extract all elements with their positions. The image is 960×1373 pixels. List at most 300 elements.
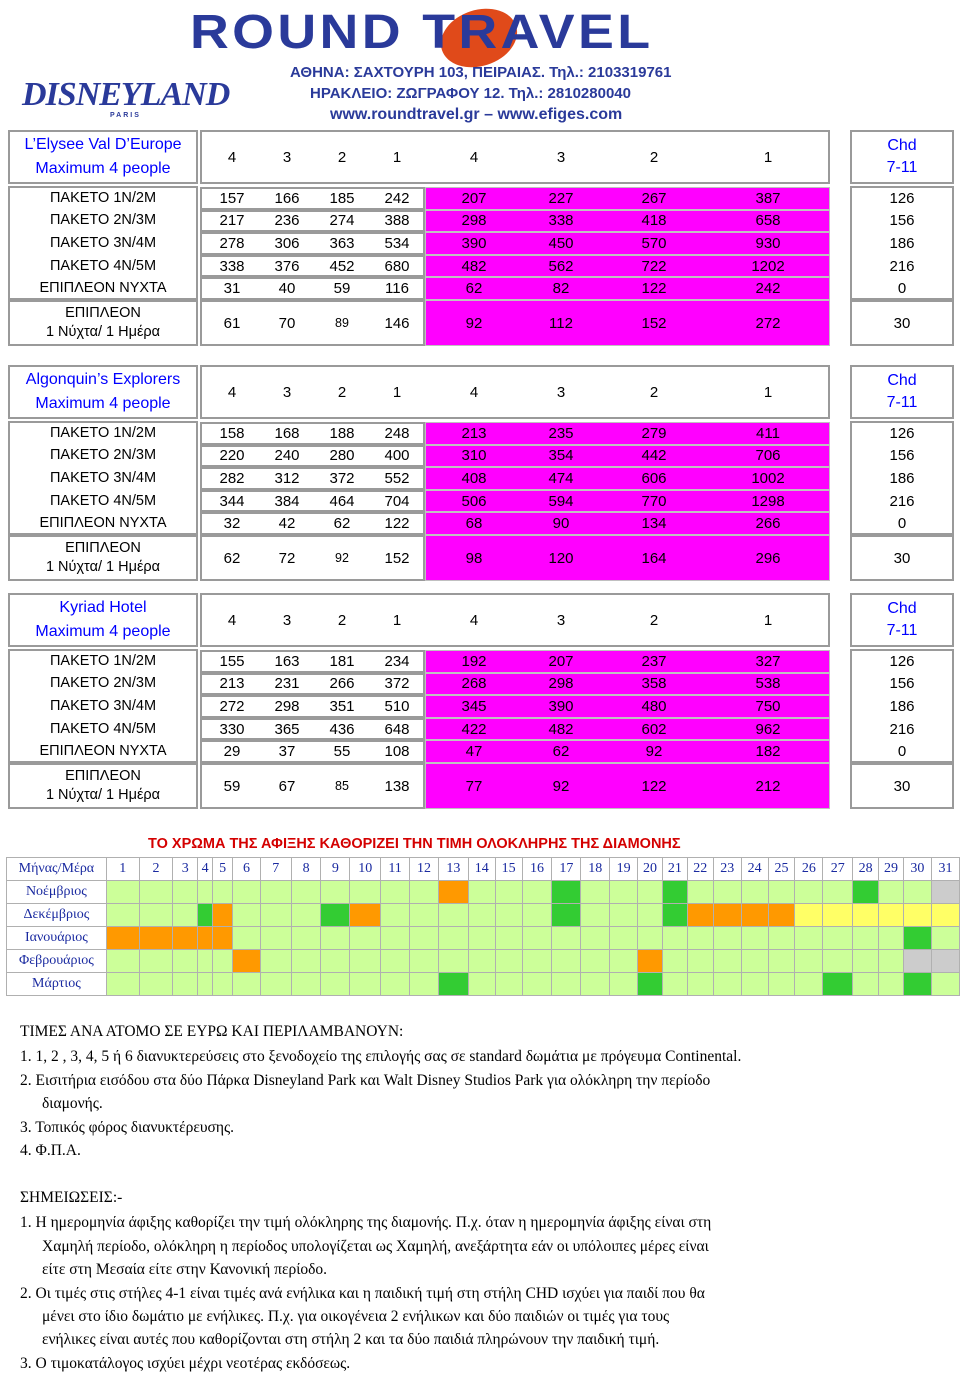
calendar-day-cell bbox=[931, 973, 959, 996]
price-cell: 408 bbox=[461, 469, 487, 487]
calendar-day-cell bbox=[233, 950, 261, 973]
hotel-name: L’Elysee Val D’Europe bbox=[24, 136, 182, 153]
calendar-day-cell bbox=[438, 927, 468, 950]
calendar-day-cell bbox=[768, 904, 795, 927]
calendar-day-cell bbox=[795, 927, 823, 950]
includes-section bbox=[20, 1020, 940, 1162]
price-cell: 1002 bbox=[751, 469, 785, 487]
price-cell: 282 bbox=[219, 469, 245, 487]
calendar-day-header: 11 bbox=[381, 858, 410, 881]
price-cell: 62 bbox=[552, 743, 570, 761]
price-cell: 436 bbox=[329, 720, 355, 738]
calendar-day-cell bbox=[213, 973, 233, 996]
price-cell: 312 bbox=[274, 469, 300, 487]
calendar-day-cell bbox=[522, 950, 552, 973]
package-label: ΕΠΙΠΛΕΟΝ ΝΥΧΤΑ bbox=[39, 280, 167, 297]
price-cell: 192 bbox=[461, 652, 487, 670]
occupancy-label: 1 bbox=[392, 611, 402, 629]
calendar-day-cell bbox=[495, 881, 522, 904]
notes-item-cont: είτε στη Μεσαία είτε στην Κανονική περίοδο. bbox=[42, 1261, 328, 1279]
calendar-day-cell bbox=[610, 973, 638, 996]
calendar-month-row bbox=[7, 973, 960, 996]
occupancy-label: 3 bbox=[556, 611, 566, 629]
calendar-day-cell bbox=[879, 904, 904, 927]
hotel-header-row bbox=[8, 365, 956, 419]
price-cell: 400 bbox=[384, 447, 410, 465]
price-cell: 464 bbox=[329, 492, 355, 510]
price-cell: 298 bbox=[274, 697, 300, 715]
child-header-label: Chd bbox=[887, 600, 917, 617]
price-cell: 152 bbox=[641, 314, 667, 332]
calendar-day-header: 14 bbox=[468, 858, 495, 881]
price-cell: 310 bbox=[461, 447, 487, 465]
price-cell: 166 bbox=[274, 189, 300, 207]
occupancy-label: 3 bbox=[282, 148, 292, 166]
price-cell: 280 bbox=[329, 447, 355, 465]
occupancy-label: 1 bbox=[763, 148, 773, 166]
calendar-day-cell bbox=[581, 881, 610, 904]
calendar-day-header: 29 bbox=[879, 858, 904, 881]
price-row bbox=[8, 763, 956, 809]
calendar-day-cell bbox=[713, 950, 741, 973]
price-cell: 534 bbox=[384, 234, 410, 252]
calendar-corner: Μήνας/Μέρα bbox=[7, 858, 107, 881]
calendar-day-cell bbox=[410, 881, 439, 904]
child-column-border bbox=[850, 186, 954, 300]
calendar-day-cell bbox=[381, 881, 410, 904]
website-link[interactable]: www.roundtravel.gr – www.efiges.com bbox=[330, 106, 623, 123]
calendar-day-cell bbox=[522, 973, 552, 996]
child-price-cell: 30 bbox=[850, 535, 954, 581]
calendar-day-cell bbox=[610, 927, 638, 950]
calendar-day-cell bbox=[410, 950, 439, 973]
notes-item-cont: Χαμηλή περίοδο, ολόκληρη η περίοδος υπολογίζεται ως Χαμηλή, ανεξάρτητα εάν οι υπόλοιπες μέρες είναι bbox=[42, 1237, 709, 1255]
price-cell: 706 bbox=[755, 447, 781, 465]
hotel-name-cell bbox=[8, 130, 198, 184]
price-cell: 42 bbox=[278, 515, 296, 533]
price-cell: 278 bbox=[219, 234, 245, 252]
package-label: ΠΑΚΕΤΟ 4N/5M bbox=[49, 720, 157, 737]
calendar-day-cell bbox=[662, 927, 687, 950]
notes-item-cont: ενήλικες είναι αυτές που καθορίζονται στη στήλη 2 και τα δύο παιδιά πληρώνουν την παιδική τιμή. bbox=[42, 1331, 660, 1349]
child-price-cell: 186 bbox=[889, 469, 915, 487]
occupancy-label: 2 bbox=[337, 383, 347, 401]
calendar-day-cell bbox=[139, 973, 173, 996]
package-label: ΠΑΚΕΤΟ 3N/4M bbox=[49, 697, 157, 714]
hotel-header-row bbox=[8, 593, 956, 647]
calendar-day-cell bbox=[552, 973, 581, 996]
calendar-day-cell bbox=[321, 973, 350, 996]
label-column-border bbox=[8, 649, 198, 763]
price-cell: 98 bbox=[465, 549, 483, 567]
price-cell: 235 bbox=[548, 424, 574, 442]
calendar-day-header: 9 bbox=[321, 858, 350, 881]
calendar-day-cell bbox=[173, 881, 198, 904]
child-price-cell: 156 bbox=[889, 447, 915, 465]
child-price-cell: 186 bbox=[889, 697, 915, 715]
child-age-range: 7-11 bbox=[886, 394, 918, 411]
price-cell: 363 bbox=[329, 234, 355, 252]
occupancy-label: 2 bbox=[649, 383, 659, 401]
price-cell: 85 bbox=[335, 779, 349, 793]
occupancy-label: 4 bbox=[469, 611, 479, 629]
price-cell: 40 bbox=[278, 280, 296, 298]
calendar-day-cell bbox=[350, 904, 381, 927]
price-cell: 92 bbox=[552, 777, 570, 795]
calendar-day-cell bbox=[638, 927, 663, 950]
calendar-day-cell bbox=[260, 881, 291, 904]
calendar-day-cell bbox=[741, 950, 768, 973]
calendar-day-cell bbox=[768, 973, 795, 996]
price-row bbox=[8, 300, 956, 346]
calendar-day-cell bbox=[687, 973, 713, 996]
price-cell: 338 bbox=[219, 257, 245, 275]
price-cell: 163 bbox=[274, 652, 300, 670]
calendar-day-cell bbox=[552, 927, 581, 950]
package-label: ΠΑΚΕΤΟ 1N/2M bbox=[49, 189, 157, 206]
price-cell: 384 bbox=[274, 492, 300, 510]
calendar-month-label: Μάρτιος bbox=[7, 973, 107, 996]
price-cell: 89 bbox=[335, 316, 349, 330]
calendar-day-cell bbox=[687, 927, 713, 950]
child-header-label: Chd bbox=[887, 137, 917, 154]
child-age-range: 7-11 bbox=[886, 622, 918, 639]
calendar-day-header: 6 bbox=[233, 858, 261, 881]
price-cell: 538 bbox=[755, 675, 781, 693]
child-price-cell: 216 bbox=[889, 492, 915, 510]
calendar-day-cell bbox=[552, 950, 581, 973]
calendar-day-header: 1 bbox=[106, 858, 139, 881]
calendar-day-cell bbox=[198, 881, 213, 904]
address-athens: ΑΘΗΝΑ: ΣΑΧΤΟΥΡΗ 103, ΠΕΙΡΑΙΑΣ. Τηλ.: 2103319761 bbox=[290, 64, 672, 81]
calendar-day-cell bbox=[350, 950, 381, 973]
calendar-day-cell bbox=[438, 973, 468, 996]
calendar-day-cell bbox=[106, 973, 139, 996]
price-cell: 411 bbox=[756, 424, 780, 442]
hotel-capacity: Maximum 4 people bbox=[35, 395, 171, 412]
price-cell: 59 bbox=[223, 777, 241, 795]
occupancy-label: 2 bbox=[649, 611, 659, 629]
price-cell: 298 bbox=[548, 675, 574, 693]
price-cell: 354 bbox=[548, 447, 574, 465]
price-cell: 92 bbox=[335, 551, 349, 565]
calendar-day-header: 28 bbox=[853, 858, 879, 881]
calendar-day-cell bbox=[468, 881, 495, 904]
price-cell: 234 bbox=[384, 652, 410, 670]
price-cell: 185 bbox=[329, 189, 355, 207]
calendar-day-cell bbox=[931, 927, 959, 950]
calendar-day-header: 12 bbox=[410, 858, 439, 881]
includes-item-cont: διαμονής. bbox=[42, 1095, 103, 1113]
price-cell: 157 bbox=[219, 189, 245, 207]
price-cell: 330 bbox=[219, 720, 245, 738]
price-cell: 345 bbox=[461, 697, 487, 715]
price-cell: 376 bbox=[274, 257, 300, 275]
package-label: ΕΠΙΠΛΕΟΝ ΝΥΧΤΑ bbox=[39, 515, 167, 532]
price-cell: 207 bbox=[461, 189, 487, 207]
calendar-day-cell bbox=[381, 950, 410, 973]
price-cell: 480 bbox=[641, 697, 667, 715]
calendar-day-cell bbox=[768, 927, 795, 950]
calendar-day-cell bbox=[321, 950, 350, 973]
calendar-day-cell bbox=[638, 881, 663, 904]
calendar-day-cell bbox=[173, 904, 198, 927]
calendar-day-cell bbox=[173, 927, 198, 950]
calendar-day-cell bbox=[931, 904, 959, 927]
calendar-day-header: 19 bbox=[610, 858, 638, 881]
calendar-day-cell bbox=[381, 973, 410, 996]
price-cell: 570 bbox=[641, 234, 667, 252]
occupancy-label: 4 bbox=[469, 148, 479, 166]
calendar-day-cell bbox=[438, 950, 468, 973]
notes-item: 2. Οι τιμές στις στήλες 4-1 είναι τιμές ανά ενήλικα και η παιδική τιμή στη στήλη CHD ισχύει για παιδί που θα bbox=[20, 1284, 705, 1302]
calendar-day-cell bbox=[687, 881, 713, 904]
calendar-day-header: 15 bbox=[495, 858, 522, 881]
calendar-day-header: 5 bbox=[213, 858, 233, 881]
disneyland-logo: DISNEYLAND bbox=[22, 76, 230, 113]
price-cell: 240 bbox=[274, 447, 300, 465]
package-label: ΠΑΚΕΤΟ 3N/4M bbox=[49, 234, 157, 251]
child-price-cell: 126 bbox=[889, 652, 915, 670]
calendar-day-cell bbox=[291, 904, 321, 927]
price-cell: 510 bbox=[384, 697, 410, 715]
calendar-day-cell bbox=[931, 950, 959, 973]
price-cell: 390 bbox=[461, 234, 487, 252]
calendar-day-cell bbox=[260, 950, 291, 973]
price-cell: 267 bbox=[641, 189, 667, 207]
calendar-day-header: 30 bbox=[903, 858, 931, 881]
price-cell: 680 bbox=[384, 257, 410, 275]
occupancy-label: 1 bbox=[392, 383, 402, 401]
hotel-capacity: Maximum 4 people bbox=[35, 623, 171, 640]
child-price-cell: 0 bbox=[897, 515, 907, 533]
price-cell: 306 bbox=[274, 234, 300, 252]
price-cell: 188 bbox=[329, 424, 355, 442]
child-header-label: Chd bbox=[887, 372, 917, 389]
calendar-day-cell bbox=[853, 973, 879, 996]
child-price-cell: 156 bbox=[889, 212, 915, 230]
calendar-day-cell bbox=[233, 927, 261, 950]
package-label bbox=[8, 535, 198, 581]
calendar-day-cell bbox=[741, 881, 768, 904]
child-price-cell: 0 bbox=[897, 280, 907, 298]
calendar-day-cell bbox=[522, 927, 552, 950]
package-label: ΠΑΚΕΤΟ 1N/2M bbox=[49, 652, 157, 669]
notes-title: ΣΗΜΕΙΩΣΕΙΣ:- bbox=[20, 1189, 123, 1206]
child-price-cell: 216 bbox=[889, 720, 915, 738]
calendar-day-cell bbox=[321, 904, 350, 927]
price-cell: 272 bbox=[755, 314, 781, 332]
price-cell: 482 bbox=[548, 720, 574, 738]
calendar-day-cell bbox=[610, 950, 638, 973]
calendar-day-cell bbox=[522, 904, 552, 927]
calendar-day-cell bbox=[291, 927, 321, 950]
calendar-day-cell bbox=[713, 973, 741, 996]
occupancy-label: 2 bbox=[337, 148, 347, 166]
arrival-calendar bbox=[6, 857, 960, 996]
hotel-name: Kyriad Hotel bbox=[59, 599, 147, 616]
calendar-day-header: 23 bbox=[713, 858, 741, 881]
calendar-day-cell bbox=[662, 881, 687, 904]
price-cell: 298 bbox=[461, 212, 487, 230]
brand-title: ROUND TRAVEL bbox=[190, 6, 654, 59]
child-header bbox=[850, 593, 954, 647]
package-label: ΠΑΚΕΤΟ 2N/3M bbox=[49, 212, 157, 229]
price-cell: 266 bbox=[755, 515, 781, 533]
price-cell: 372 bbox=[384, 675, 410, 693]
occupancy-label: 3 bbox=[282, 383, 292, 401]
calendar-day-cell bbox=[468, 973, 495, 996]
child-price-cell: 30 bbox=[850, 300, 954, 346]
calendar-day-cell bbox=[903, 927, 931, 950]
price-cell: 236 bbox=[274, 212, 300, 230]
calendar-day-cell bbox=[106, 904, 139, 927]
price-cell: 770 bbox=[641, 492, 667, 510]
price-cell: 962 bbox=[755, 720, 781, 738]
calendar-day-cell bbox=[853, 927, 879, 950]
calendar-month-label: Ιανουάριος bbox=[7, 927, 107, 950]
price-cell: 227 bbox=[548, 189, 574, 207]
calendar-day-cell bbox=[495, 927, 522, 950]
package-label: ΠΑΚΕΤΟ 1N/2M bbox=[49, 424, 157, 441]
price-cell: 122 bbox=[384, 515, 410, 533]
calendar-day-cell bbox=[795, 904, 823, 927]
calendar-day-header: 2 bbox=[139, 858, 173, 881]
price-cell: 108 bbox=[384, 743, 410, 761]
calendar-day-cell bbox=[381, 927, 410, 950]
calendar-day-cell bbox=[260, 904, 291, 927]
calendar-day-header: 26 bbox=[795, 858, 823, 881]
price-cell: 274 bbox=[329, 212, 355, 230]
price-cell: 552 bbox=[384, 469, 410, 487]
calendar-day-cell bbox=[468, 950, 495, 973]
price-cell: 248 bbox=[384, 424, 410, 442]
occupancy-label: 4 bbox=[227, 148, 237, 166]
calendar-day-cell bbox=[768, 950, 795, 973]
occupancy-label: 2 bbox=[337, 611, 347, 629]
calendar-day-cell bbox=[687, 950, 713, 973]
calendar-day-cell bbox=[106, 881, 139, 904]
calendar-day-cell bbox=[687, 904, 713, 927]
calendar-day-cell bbox=[233, 881, 261, 904]
calendar-month-row bbox=[7, 927, 960, 950]
package-label: ΕΠΙΠΛΕΟΝ ΝΥΧΤΑ bbox=[39, 743, 167, 760]
calendar-day-cell bbox=[438, 881, 468, 904]
child-age-range: 7-11 bbox=[886, 159, 918, 176]
calendar-day-cell bbox=[495, 973, 522, 996]
child-column-border bbox=[850, 421, 954, 535]
calendar-title: ΤΟ ΧΡΩΜΑ ΤΗΣ ΑΦΙΞΗΣ ΚΑΘΟΡΙΖΕΙ ΤΗΝ ΤΙΜΗ ΟΛΟΚΛΗΡΗΣ ΤΗΣ ΔΙΑΜΟΝΗΣ bbox=[148, 836, 681, 852]
calendar-day-cell bbox=[903, 904, 931, 927]
calendar-day-cell bbox=[795, 973, 823, 996]
package-label-line: ΕΠΙΠΛΕΟΝ bbox=[65, 540, 141, 556]
price-cell: 344 bbox=[219, 492, 245, 510]
package-label-line: ΕΠΙΠΛΕΟΝ bbox=[65, 305, 141, 321]
price-cell: 182 bbox=[755, 743, 781, 761]
price-cell: 450 bbox=[548, 234, 574, 252]
calendar-day-cell bbox=[139, 950, 173, 973]
calendar-day-cell bbox=[522, 881, 552, 904]
price-cell: 213 bbox=[219, 675, 245, 693]
calendar-day-cell bbox=[853, 950, 879, 973]
price-cell: 112 bbox=[549, 314, 573, 332]
calendar-day-cell bbox=[638, 904, 663, 927]
price-cell: 62 bbox=[333, 515, 351, 533]
price-cell: 1202 bbox=[751, 257, 785, 275]
occupancy-label: 1 bbox=[763, 383, 773, 401]
calendar-day-cell bbox=[931, 881, 959, 904]
price-cell: 704 bbox=[384, 492, 410, 510]
calendar-day-cell bbox=[581, 927, 610, 950]
calendar-day-cell bbox=[410, 927, 439, 950]
calendar-day-cell bbox=[173, 950, 198, 973]
package-label-line: 1 Νύχτα/ 1 Ημέρα bbox=[45, 787, 161, 803]
calendar-day-cell bbox=[106, 927, 139, 950]
calendar-header-row bbox=[7, 858, 960, 881]
calendar-day-cell bbox=[662, 973, 687, 996]
calendar-day-cell bbox=[552, 881, 581, 904]
calendar-month-row bbox=[7, 881, 960, 904]
includes-item: 3. Τοπικός φόρος διανυκτέρευσης. bbox=[20, 1118, 235, 1136]
calendar-day-cell bbox=[552, 904, 581, 927]
price-cell: 122 bbox=[641, 280, 667, 298]
disneyland-logo-sub: PARIS bbox=[110, 112, 141, 119]
price-cell: 134 bbox=[641, 515, 667, 533]
price-cell: 122 bbox=[641, 777, 667, 795]
calendar-day-cell bbox=[198, 973, 213, 996]
includes-item: 2. Εισιτήρια εισόδου στα δύο Πάρκα Disneyland Park και Walt Disney Studios Park για ολόκληρη την περίοδο bbox=[20, 1071, 711, 1089]
calendar-day-cell bbox=[291, 950, 321, 973]
calendar-day-cell bbox=[903, 973, 931, 996]
calendar-day-cell bbox=[213, 881, 233, 904]
child-price-cell: 156 bbox=[889, 675, 915, 693]
occupancy-label: 4 bbox=[227, 611, 237, 629]
address-heraklion: ΗΡΑΚΛΕΙΟ: ΖΩΓΡΑΦΟΥ 12. Τηλ.: 2810280040 bbox=[310, 85, 631, 102]
price-cell: 70 bbox=[278, 314, 296, 332]
calendar-day-cell bbox=[879, 973, 904, 996]
price-cell: 62 bbox=[223, 549, 241, 567]
price-cell: 930 bbox=[755, 234, 781, 252]
price-cell: 242 bbox=[384, 189, 410, 207]
notes-item-cont: μένει στο ίδιο δωμάτιο με ενήλικες. Π.χ. για οικογένεια 2 ενήλικων και δύο παιδιών οι τιμές για τους bbox=[42, 1308, 670, 1326]
price-cell: 606 bbox=[641, 469, 667, 487]
hotel-name: Algonquin’s Explorers bbox=[25, 371, 181, 388]
calendar-day-cell bbox=[638, 973, 663, 996]
price-cell: 422 bbox=[461, 720, 487, 738]
calendar-day-header: 22 bbox=[687, 858, 713, 881]
package-label: ΠΑΚΕΤΟ 2N/3M bbox=[49, 447, 157, 464]
calendar-day-cell bbox=[610, 881, 638, 904]
price-cell: 213 bbox=[461, 424, 487, 442]
price-cell: 482 bbox=[461, 257, 487, 275]
calendar-month-label: Φεβρουάριος bbox=[7, 950, 107, 973]
price-cell: 32 bbox=[223, 515, 241, 533]
calendar-day-cell bbox=[879, 950, 904, 973]
calendar-day-cell bbox=[213, 904, 233, 927]
price-cell: 474 bbox=[548, 469, 574, 487]
child-column-border bbox=[850, 649, 954, 763]
price-cell: 231 bbox=[274, 675, 300, 693]
calendar-day-cell bbox=[713, 881, 741, 904]
calendar-day-cell bbox=[853, 904, 879, 927]
price-cell: 594 bbox=[548, 492, 574, 510]
calendar-day-cell bbox=[795, 881, 823, 904]
calendar-day-header: 7 bbox=[260, 858, 291, 881]
occupancy-label: 1 bbox=[763, 611, 773, 629]
price-cell: 562 bbox=[548, 257, 574, 275]
package-label bbox=[8, 763, 198, 809]
price-cell: 77 bbox=[465, 777, 483, 795]
